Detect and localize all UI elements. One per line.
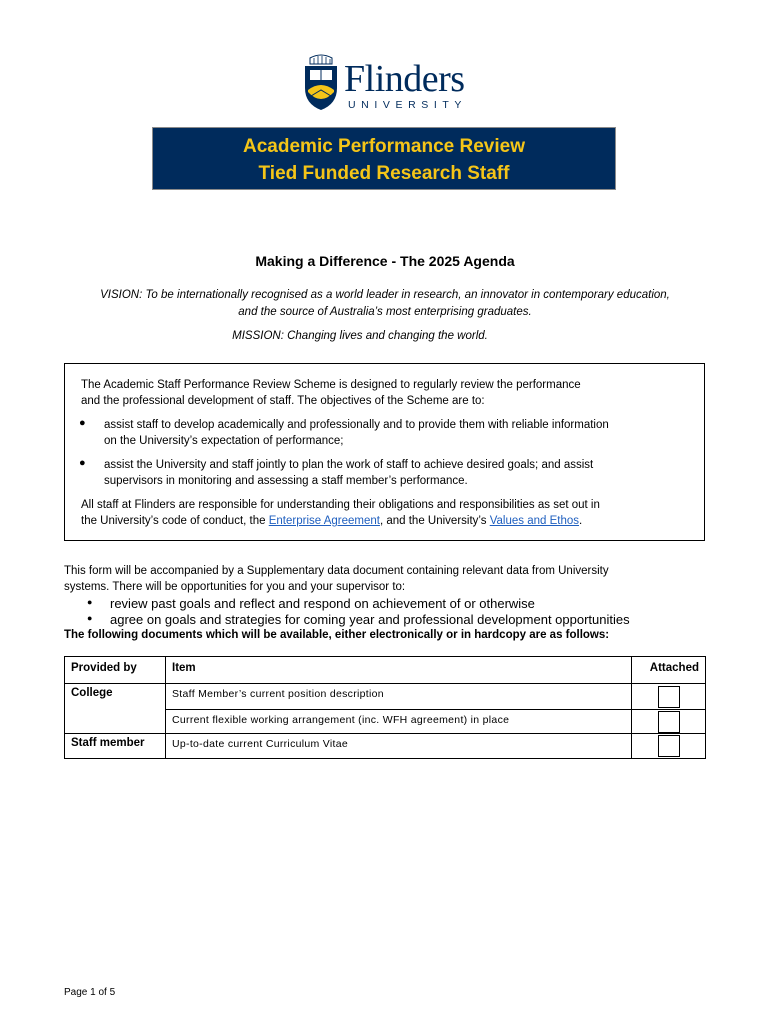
objective-1-line-1: assist staff to develop academically and professionally and to provide them with reliable information — [104, 419, 609, 431]
table-row — [65, 734, 706, 759]
logo-wordmark: Flinders — [344, 58, 465, 100]
closing-text: . — [579, 515, 583, 527]
documents-table — [64, 656, 706, 759]
attached-checkbox[interactable] — [658, 686, 680, 708]
vision-statement: VISION: To be internationally recognised as a world leader in research, an innovator in contemporary education, and the source of Australia’s most enterprising graduates. — [100, 289, 670, 318]
flinders-logo — [300, 52, 480, 114]
header-item: Item — [166, 657, 632, 684]
bullet-icon: ● — [87, 613, 93, 623]
item-cell: Up-to-date current Curriculum Vitae — [166, 734, 632, 759]
table-row — [65, 710, 706, 734]
box-closing-line-1: All staff at Flinders are responsible for understanding their obligations and responsibilities as set out in — [81, 499, 600, 511]
objective-2-line-2: supervisors in monitoring and assessing a staff member’s performance. — [104, 475, 468, 487]
page-number: Page 1 of 5 — [64, 987, 116, 998]
closing-text: , and the University’s — [379, 515, 490, 527]
title-line-2: Tied Funded Research Staff — [258, 163, 510, 184]
values-and-ethos-link[interactable]: Values and Ethos — [489, 515, 579, 527]
provided-by-cell: College — [65, 684, 166, 710]
attached-checkbox[interactable] — [658, 735, 680, 757]
form-intro-line-1: This form will be accompanied by a Supplementary data document containing relevant data from University — [64, 565, 609, 577]
box-closing-line-2 — [81, 513, 582, 529]
objective-1-line-2: on the University’s expectation of performance; — [104, 435, 344, 447]
mission-statement: MISSION: Changing lives and changing the world. — [232, 330, 488, 342]
agenda-heading: Making a Difference - The 2025 Agenda — [255, 253, 515, 269]
closing-text: the University’s code of conduct, the — [81, 515, 269, 527]
objective-2-line-1: assist the University and staff jointly to plan the work of staff to achieve desired goals; and assist — [104, 459, 594, 471]
enterprise-agreement-link[interactable]: Enterprise Agreement — [268, 515, 380, 527]
box-intro-line-2: and the professional development of staff. The objectives of the Scheme are to: — [81, 395, 485, 407]
form-bullet-2: agree on goals and strategies for coming year and professional development opportunities — [110, 612, 630, 627]
table-header-row — [65, 657, 706, 684]
attached-checkbox[interactable] — [658, 711, 680, 733]
form-intro — [64, 563, 704, 595]
bullet-icon: ● — [79, 457, 86, 469]
box-intro-line-1: The Academic Staff Performance Review Scheme is designed to regularly review the performance — [81, 379, 581, 391]
title-banner — [152, 127, 616, 190]
objectives-box — [64, 363, 705, 541]
form-intro-line-2: systems. There will be opportunities for you and your supervisor to: — [64, 581, 406, 593]
title-line-1: Academic Performance Review — [243, 136, 525, 157]
attached-cell — [632, 734, 706, 759]
attached-cell — [632, 710, 706, 734]
provided-by-cell — [65, 710, 166, 734]
attached-cell — [632, 684, 706, 710]
header-provided-by: Provided by — [65, 657, 166, 684]
bullet-icon: ● — [79, 417, 86, 429]
table-row — [65, 684, 706, 710]
logo-subtitle: UNIVERSITY — [348, 99, 468, 111]
item-cell: Staff Member’s current position description — [166, 684, 632, 710]
documents-heading: The following documents which will be available, either electronically or in hardcopy are as follows: — [64, 629, 610, 641]
bullet-icon: ● — [87, 597, 93, 607]
item-cell: Current flexible working arrangement (inc. WFH agreement) in place — [166, 710, 632, 734]
header-attached: Attached — [632, 657, 706, 684]
university-crest-icon — [302, 54, 340, 112]
form-bullet-1: review past goals and reflect and respond on achievement of or otherwise — [110, 596, 535, 611]
provided-by-cell: Staff member — [65, 734, 166, 759]
